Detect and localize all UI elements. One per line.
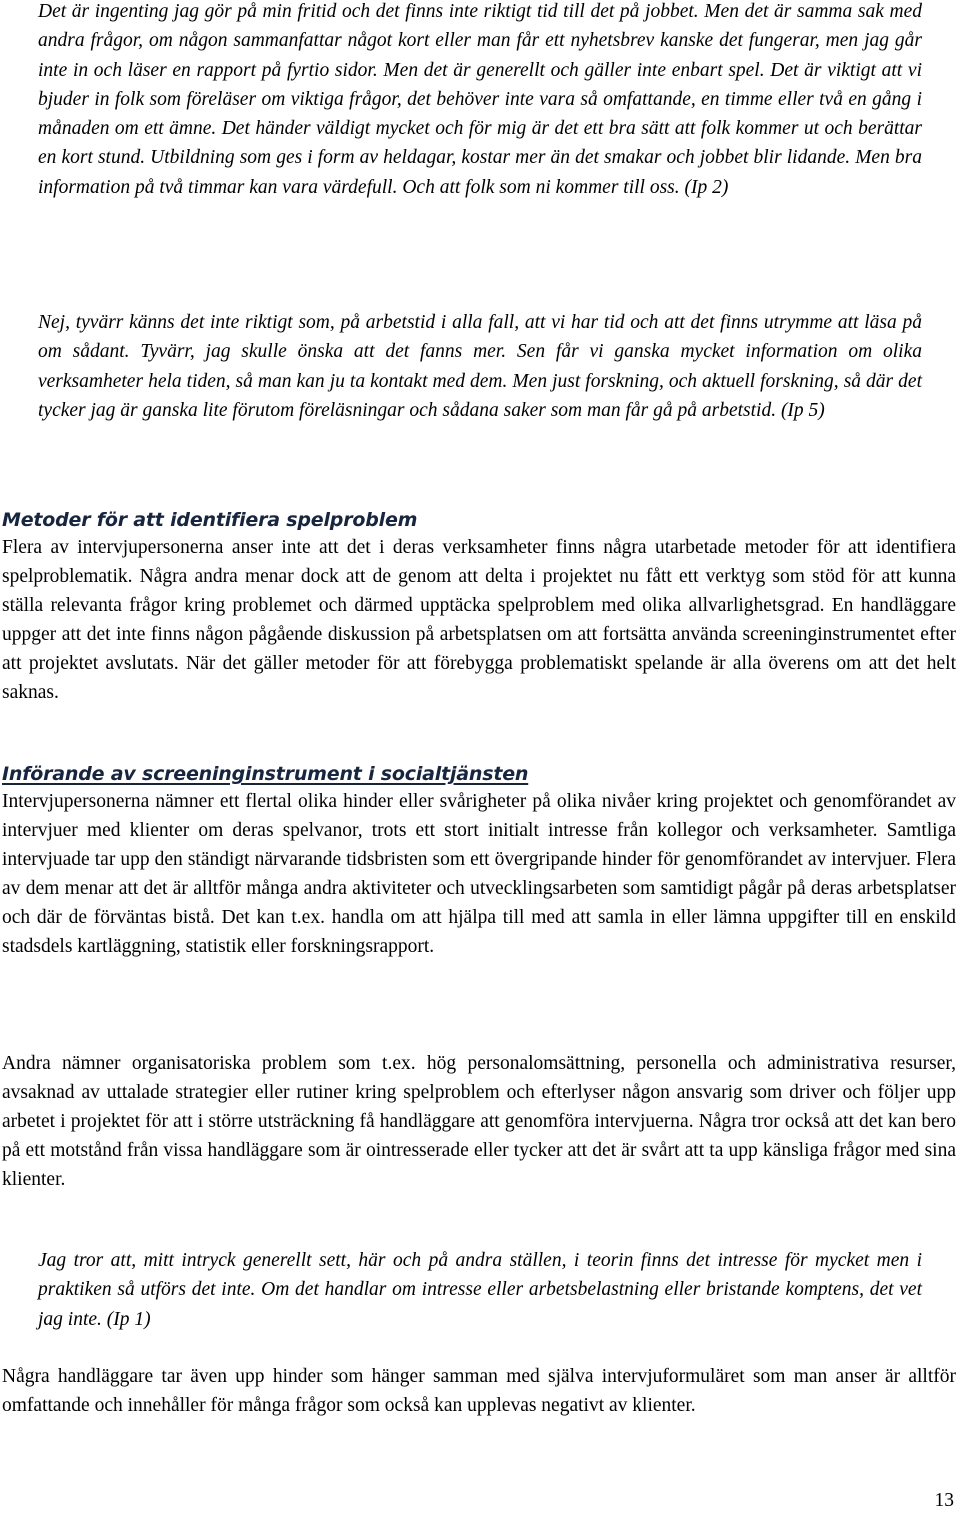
paragraph-questionnaire: Några handläggare tar även upp hinder som hänger samman med själva intervjuformuläret som man anser är alltför omfattande och innehåller för många frågor som också kan upplevas negativt av klienter. [2, 1366, 956, 1417]
interview-quote-ip2: Det är ingenting jag gör på min fritid och det finns inte riktigt tid till det på jobbet. Men det är samma sak med andra frågor, om någon sammanfattar något kort eller man får ett nyhetsbrev kanske det fungerar, men jag går inte in och läser en rapport på fyrtio sidor. Men det är generellt och gäller inte enbart spel. Det är viktigt att vi bjuder in folk som föreläser om viktiga frågor, det behöver inte vara så omfattande, en timme eller två en gång i månaden om ett ämne. Det händer väldigt mycket och för mig är det ett bra sätt att folk kommer ut och berättar en kort stund. Utbildning som ges i form av heldagar, kostar mer än det smakar och jobbet blir lidande. Men bra information på två timmar kan vara värdefull. Och att folk som ni kommer till oss. (Ip 2) [38, 1, 922, 198]
page-number: 13 [934, 1490, 954, 1511]
section-heading-screening: Införande av screeninginstrument i socialtjänsten [2, 763, 529, 785]
paragraph-obstacles: Intervjupersonerna nämner ett flertal olika hinder eller svårigheter på olika nivåer kring projektet och genomförandet av intervjuer med klienter om deras spelvanor, trots ett stort initialt intresse från kollegor och verksamheter. Samtliga intervjuade tar upp den ständigt närvarande tidsbristen som ett övergripande hinder för genomförandet av intervjuer. Flera av dem menar att det är alltför många andra aktiviteter och utvecklingsarbeten som samtidigt pågår på deras arbetsplatser och där de förväntas bistå. Det kan t.ex. handla om att hjälpa till med att samla in eller lämna uppgifter till en enskild stadsdels kartläggning, statistik eller forskningsrapport. [2, 791, 956, 958]
interview-quote-ip5: Nej, tyvärr känns det inte riktigt som, på arbetstid i alla fall, att vi har tid och att det finns utrymme att läsa på om sådant. Tyvärr, jag skulle önska att det fanns mer. Sen får vi ganska mycket information om olika verksamheter hela tiden, så man kan ju ta kontakt med dem. Men just forskning, och aktuell forskning, så där det tycker jag är ganska lite förutom föreläsningar och sådana saker som man får gå på arbetstid. (Ip 5) [38, 312, 922, 421]
section-heading-methods: Metoder för att identifiera spelproblem [2, 509, 418, 531]
paragraph-methods: Flera av intervjupersonerna anser inte att det i deras verksamheter finns några utarbetade metoder för att identifiera spelproblematik. Några andra menar dock att de genom att delta i projektet nu fått ett verktyg som stöd för att kunna ställa relevanta frågor kring problemet och därmed upptäcka spelproblem med olika allvarlighetsgrad. En handläggare uppger att det inte finns någon pågående diskussion på arbetsplatsen om att fortsätta använda screeninginstrumentet efter att projektet avslutats. När det gäller metoder för att förebygga problematiskt spelande är alla överens om att det helt saknas. [2, 537, 956, 704]
paragraph-organisational-problems: Andra nämner organisatoriska problem som t.ex. hög personalomsättning, personella och administrativa resurser, avsaknad av uttalade strategier eller rutiner kring spelproblem och efterlyser någon ansvarig som driver och följer upp arbetet i projektet för att i större utsträckning få handläggare att genomföra intervjuerna. Några tror också att det kan bero på ett motstånd från vissa handläggare som är ointresserade eller tycker att det är svårt att ta upp känsliga frågor med sina klienter. [2, 1053, 956, 1191]
interview-quote-ip1: Jag tror att, mitt intryck generellt sett, här och på andra ställen, i teorin finns det intresse för mycket men i praktiken så utförs det inte. Om det handlar om intresse eller arbetsbelastning eller bristande komptens, det vet jag inte. (Ip 1) [38, 1250, 922, 1330]
